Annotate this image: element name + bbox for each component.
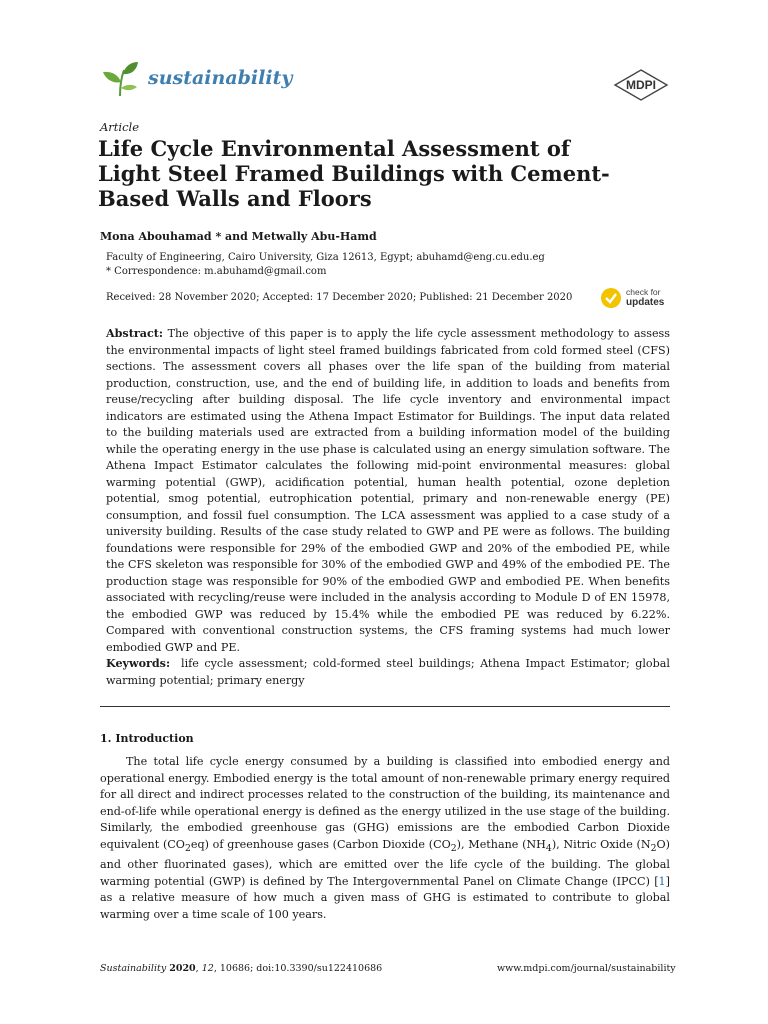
paper-title: Life Cycle Environmental Assessment of Light Steel Framed Buildings with Cement-Based Walls and Floors — [98, 136, 610, 211]
subscript: 2 — [450, 842, 457, 854]
footer-journal: Sustainability — [100, 963, 167, 974]
sustainability-leaf-logo — [100, 60, 140, 98]
keywords-text: life cycle assessment; cold-formed steel buildings; Athena Impact Estimator; global warming potential; primary energy — [106, 657, 670, 687]
section-heading-introduction: 1. Introduction — [100, 732, 194, 745]
citation-link[interactable]: 1 — [658, 874, 666, 888]
intro-text: The total life cycle energy consumed by a building is classified into embodied energy and operational energy. Embodied energy is the total amount of non-renewable primary energy required for all direct and indirect processes related to the construction of the building, its maintenance and end-of-life while operational energy is defined as the energy utilized in the use stage of the building. Similarly, the embodied greenhouse gas (GHG) emissions are the embodied Carbon Dioxide equivalent (CO — [100, 755, 670, 851]
keywords — [106, 656, 670, 689]
check-for-updates-badge[interactable] — [600, 286, 672, 312]
svg-text:MDPI: MDPI — [626, 78, 656, 92]
mdpi-logo[interactable] — [613, 69, 669, 101]
intro-text: eq) of greenhouse gases (Carbon Dioxide (CO — [190, 837, 451, 851]
journal-name[interactable]: sustainability — [148, 67, 293, 89]
check-updates-text-2: updates — [626, 297, 665, 308]
intro-text: ), Nitric Oxide (N — [551, 837, 651, 851]
footer-year: 2020 — [169, 963, 196, 974]
subscript: 4 — [545, 842, 552, 854]
publication-dates: Received: 28 November 2020; Accepted: 17 December 2020; Published: 21 December 2020 — [106, 292, 573, 303]
abstract-text: The objective of this paper is to apply the life cycle assessment methodology to assess the environmental impacts of light steel framed buildings fabricated from cold formed steel (CFS) sections. The assessment covers all phases over the life span of the building from material production, construction, use, and the end of building life, in addition to loads and benefits from reuse/recycling after building disposal. The life cycle inventory and environmental impact indicators are estimated using the Athena Impact Estimator for Buildings. The input data related to the building materials used are extracted from a building information model of the building while the operating energy in the use phase is calculated using an energy simulation software. The Athena Impact Estimator calculates the following mid-point environmental measures: global warming potential (GWP), acidification potential, human health potential, ozone depletion potential, smog potential, eutrophication potential, primary and non-renewable energy (PE) consumption, and fossil fuel consumption. The LCA assessment was applied to a case study of a university building. Results of the case study related to GWP and PE were as follows. The building foundations were responsible for 29% of the embodied GWP and 20% of the embodied PE, while the CFS skeleton was responsible for 30% of the embodied GWP and 49% of the embodied PE. The production stage was responsible for 90% of the embodied GWP and embodied PE. When benefits associated with recycling/reuse were included in the analysis according to Module D of EN 15978, the embodied GWP was reduced by 15.4% while the embodied PE was reduced by 6.22%. Compared with conventional construction systems, the CFS framing systems had much lower embodied GWP and PE. — [106, 327, 670, 654]
section-divider — [100, 706, 670, 707]
keywords-label: Keywords: — [106, 657, 171, 670]
footer-doi: , 10686; doi:10.3390/su122410686 — [213, 963, 383, 974]
affiliation: Faculty of Engineering, Cairo University, Giza 12613, Egypt; abuhamd@eng.cu.edu.eg — [106, 252, 545, 263]
abstract-label: Abstract: — [106, 327, 163, 340]
intro-text: ] as a relative measure of how much a given mass of GHG is estimated to contribute to global warming over a time scale of 100 years. — [100, 874, 670, 921]
abstract — [106, 326, 670, 656]
check-updates-text-1: check for — [626, 287, 661, 297]
check-updates-icon — [600, 287, 622, 309]
intro-text: ), Methane (NH — [456, 837, 546, 851]
intro-text: O) and other fluorinated gases), which are emitted over the life cycle of the building. The global warming potential (GWP) is defined by The Intergovernmental Panel on Climate Change (IPCC) [ — [100, 837, 670, 888]
author-list: Mona Abouhamad * and Metwally Abu-Hamd — [100, 230, 377, 243]
footer-citation: Sustainability 2020, 12, 10686; doi:10.3390/su122410686 — [100, 963, 383, 974]
correspondence: * Correspondence: m.abuhamd@gmail.com — [106, 266, 327, 277]
subscript: 2 — [650, 842, 657, 854]
footer-volume: 12 — [201, 963, 214, 974]
subscript: 2 — [184, 842, 191, 854]
footer-url[interactable]: www.mdpi.com/journal/sustainability — [497, 963, 676, 974]
introduction-paragraph — [100, 754, 670, 923]
article-type-label: Article — [100, 120, 140, 134]
